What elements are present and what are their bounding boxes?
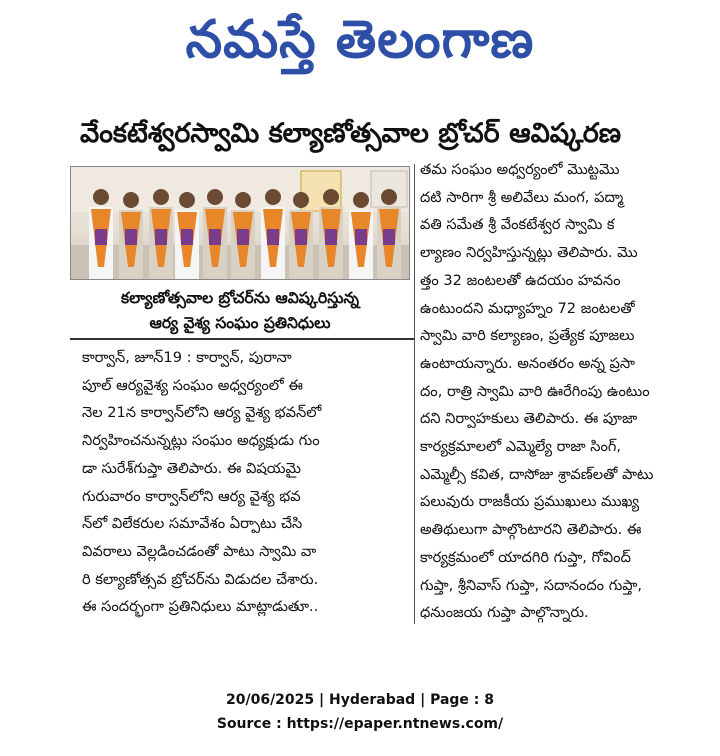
masthead xyxy=(0,2,720,78)
column-divider xyxy=(414,164,415,624)
body-line: వివరాలు వెల్లడించడంతో పాటు స్వామి వా xyxy=(82,542,317,560)
body-line: పూల్ ఆర్యవైశ్య సంఘం అధ్వర్యంలో ఈ xyxy=(82,376,303,394)
body-line: రి కల్యాణోత్సవ బ్రోచర్‌ను విడుదల చేశారు. xyxy=(82,570,319,588)
body-line: కార్వాన్, జూన్19 : కార్వాన్, పురానా xyxy=(82,349,292,366)
body-line: నెల 21న కార్వాన్‌లోని ఆర్య వైశ్య భవన్‌లో xyxy=(82,404,322,422)
article-headline: వేంకటేశ్వరస్వామి కల్యాణోత్సవాల బ్రోచర్ ఆవిష్కరణ xyxy=(80,118,622,149)
body-line: ఉంటుందని మధ్యాహ్నం 72 జంటలతో xyxy=(420,299,635,317)
body-line: తమ సంఘం అధ్వర్యంలో మొట్టమొ xyxy=(420,161,620,178)
photo-caption-line: ఆర్య వైశ్య సంఘం ప్రతినిధులు xyxy=(149,314,331,332)
body-line: గుప్తా, శ్రీనివాస్ గుప్తా, సదానందం గుప్తా, xyxy=(420,576,642,594)
body-line: ఎమ్మెల్సీ కవిత, దాసోజు శ్రావణ్‌లతో పాటు xyxy=(420,465,654,483)
body-line: దటి సారిగా శ్రీ అలివేలు మంగ, పద్మా xyxy=(420,188,624,206)
photo-caption xyxy=(70,286,410,336)
body-line: పలువురు రాజకీయ ప్రముఖులు ముఖ్య xyxy=(420,493,640,511)
body-line: వతి సమేత శ్రీ వేంకటేశ్వర స్వామి క xyxy=(420,216,615,234)
body-line: అతిథులుగా పాల్గొంటారని తెలిపారు. ఈ xyxy=(420,521,642,539)
body-line: న్‌లో విలేకరుల సమావేశం ఏర్పాటు చేసి xyxy=(82,515,303,533)
caption-divider xyxy=(70,338,414,340)
article-body-left xyxy=(82,344,412,621)
body-line: కార్యక్రమాలలో ఎమ్మెల్యే రాజా సింగ్, xyxy=(420,438,622,456)
article-body-right xyxy=(420,156,702,627)
body-line: కార్యక్రమంలో యాదగిరి గుప్తా, గోవింద్ xyxy=(420,548,631,566)
body-line: త్తం 32 జంటలతో ఉదయం హవనం xyxy=(420,271,621,289)
photo-caption-line: కల్యాణోత్సవాల బ్రోచర్‌ను ఆవిష్కరిస్తున్న xyxy=(121,289,359,307)
body-line: గురువారం కార్వాన్‌లోని ఆర్య వైశ్య భవ xyxy=(82,487,301,505)
news-photo xyxy=(70,166,410,280)
footer-source: Source : https://epaper.ntnews.com/ xyxy=(216,716,504,732)
body-line: ల్యాణం నిర్వహిస్తున్నట్లు తెలిపారు. మొ xyxy=(420,244,638,262)
body-line: ఉంటాయన్నారు. అనంతరం అన్న ప్రసా xyxy=(420,354,635,372)
body-line: దని నిర్వాహకులు తెలిపారు. ఈ పూజా xyxy=(420,410,638,428)
group-photo-image xyxy=(71,167,409,279)
body-line: డా సురేశ్‌గుప్తా తెలిపారు. ఈ విషయమై xyxy=(82,459,301,477)
body-line: దం, రాత్రి స్వామి వారి ఊరేగింపు ఉంటుం xyxy=(420,382,650,400)
body-line: ఈ సందర్భంగా ప్రతినిధులు మాట్లాడుతూ.. xyxy=(82,598,319,616)
body-line: స్వామి వారి కల్యాణం, ప్రత్యేక పూజలు xyxy=(420,327,635,345)
body-line: ధనుంజయ గుప్తా పాల్గొన్నారు. xyxy=(420,604,589,622)
newspaper-title: నమస్తే తెలంగాణ xyxy=(185,10,535,70)
footer-dateline: 20/06/2025 | Hyderabad | Page : 8 xyxy=(225,692,495,708)
body-line: నిర్వహించనున్నట్లు సంఘం అధ్యక్షుడు గుం xyxy=(82,432,320,450)
